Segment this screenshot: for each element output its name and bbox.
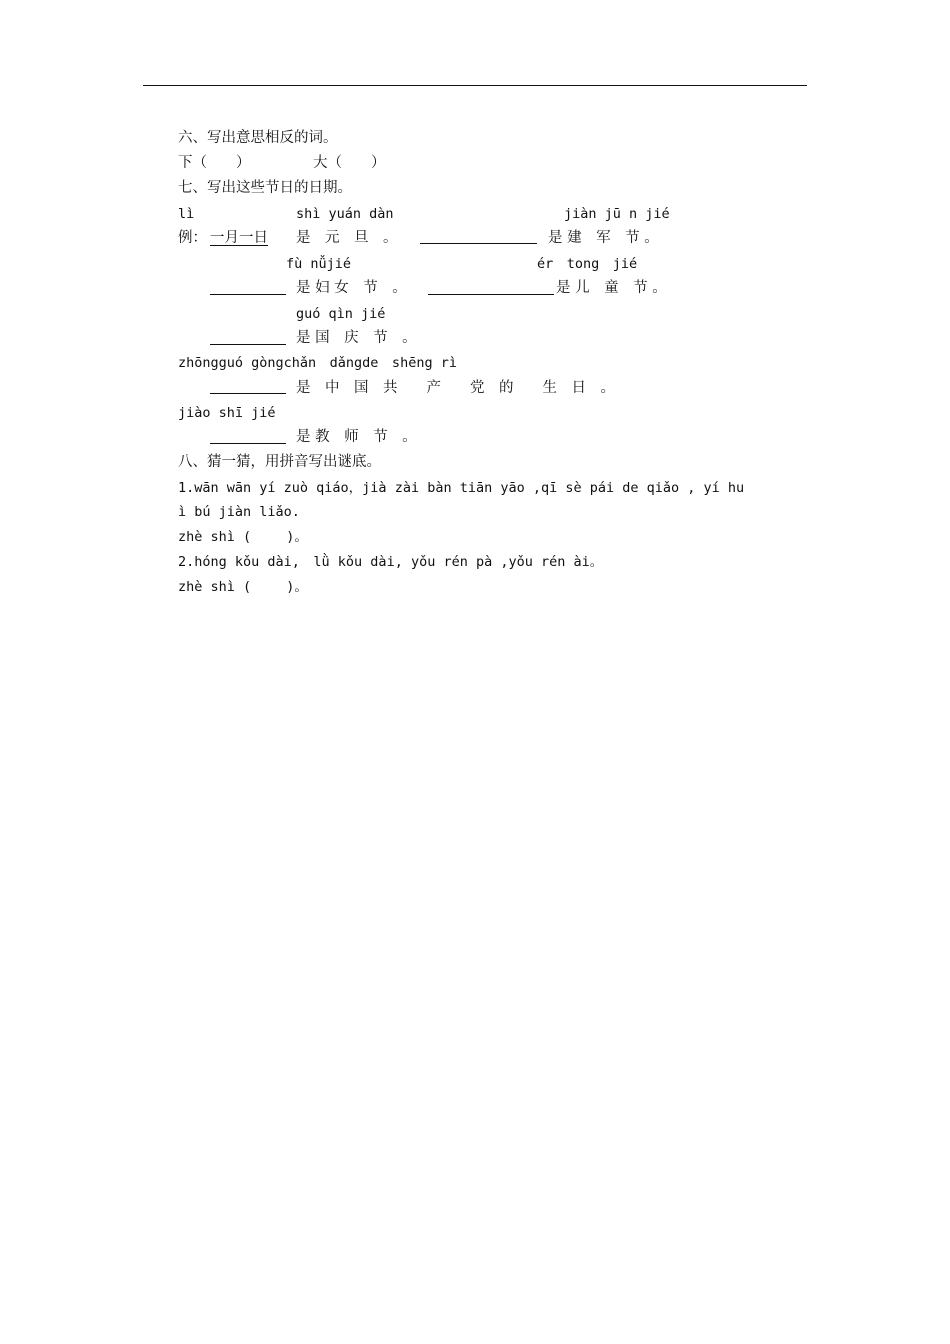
teacher-blank[interactable]	[210, 443, 286, 444]
jianjun-blank[interactable]	[420, 243, 537, 244]
jianjun-text: 是 建 军 节 。	[548, 230, 659, 246]
pinyin-jianjun: jiàn jū n jié	[564, 206, 670, 222]
pinyin-li: lì	[178, 206, 195, 222]
pinyin-ertong: ér tong jié	[537, 256, 638, 272]
section8-title: 八、猜一猜，用拼音写出谜底。	[178, 454, 381, 470]
pinyin-funv: fù nǚjié	[286, 256, 352, 272]
riddle1-line1: 1.wān wān yí zuò qiáo，jià zài bàn tiān yāo ,qī sè pái de qiǎo , yí hu	[178, 480, 745, 496]
header-rule	[143, 85, 807, 86]
yuandan-text: 是 元 旦 。	[296, 230, 398, 246]
guoqing-blank[interactable]	[210, 344, 286, 345]
antonym-item-2: 大（ ）	[313, 155, 386, 171]
example-label: 例：	[178, 230, 207, 246]
ertong-text: 是 儿 童 节 。	[556, 280, 667, 296]
pinyin-teacher: jiào shī jié	[178, 405, 276, 421]
funv-blank[interactable]	[210, 294, 286, 295]
ertong-blank[interactable]	[428, 294, 554, 295]
guoqing-text: 是 国 庆 节 。	[296, 330, 417, 346]
riddle2-line1: 2.hóng kǒu dài, lǜ kǒu dài, yǒu rén pà ,yǒu rén ài。	[178, 554, 604, 570]
pinyin-guoqing: guó qìn jié	[296, 306, 386, 322]
riddle1-line2: ì bú jiàn liǎo.	[178, 504, 300, 520]
teacher-text: 是 教 师 节 。	[296, 429, 417, 445]
example-answer: 一月一日	[210, 230, 268, 246]
section7-title: 七、写出这些节日的日期。	[178, 180, 352, 196]
funv-text: 是 妇 女 节 。	[296, 280, 407, 296]
pinyin-party: zhōngguó gòngchǎn dǎngde shēng rì	[178, 355, 457, 371]
antonym-item-1: 下（ ）	[178, 155, 251, 171]
party-blank[interactable]	[210, 393, 286, 394]
pinyin-yuandan: shì yuán dàn	[296, 206, 394, 222]
section6-title: 六、写出意思相反的词。	[178, 130, 338, 146]
party-text: 是 中 国 共 产 党 的 生 日 。	[296, 380, 615, 396]
riddle1-answer: zhè shì ( )。	[178, 529, 308, 545]
riddle2-answer: zhè shì ( )。	[178, 579, 308, 595]
